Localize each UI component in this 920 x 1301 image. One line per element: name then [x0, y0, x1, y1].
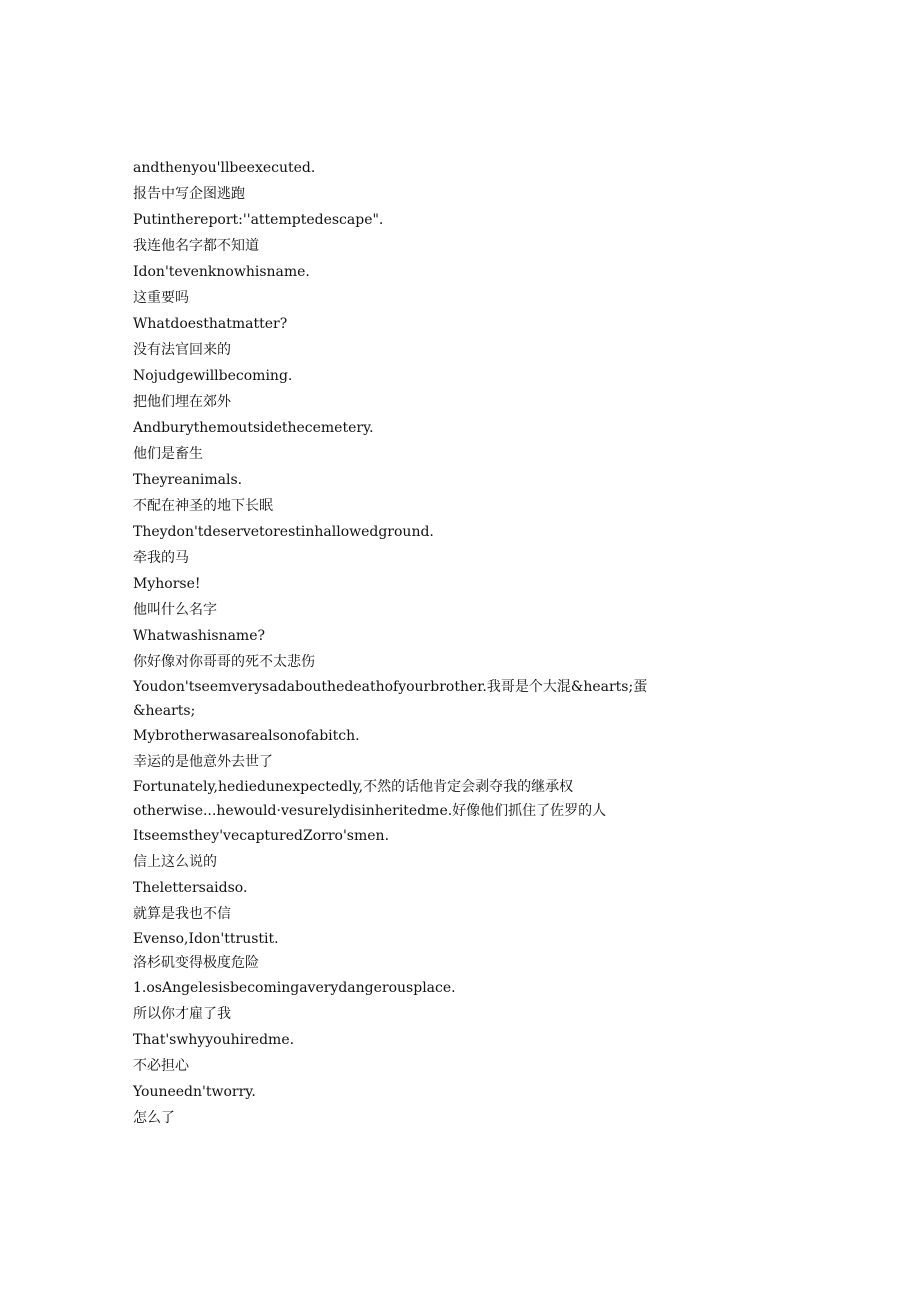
text-line: Theyreanimals.: [133, 472, 243, 488]
text-line: 他叫什么名字: [133, 602, 217, 618]
text-line: Youdon'tseemverysadabouthedeathofyourbrother.我哥是个大混&hearts;蛋: [133, 679, 648, 695]
text-line: 你好像对你哥哥的死不太悲伤: [133, 654, 315, 670]
text-line: 把他们埋在郊外: [133, 394, 231, 410]
text-line: Whatwashisname?: [133, 628, 266, 644]
text-line: Mybrotherwasarealsonofabitch.: [133, 728, 360, 744]
text-line: 没有法官回来的: [133, 342, 231, 358]
text-line: 不配在神圣的地下长眠: [133, 498, 273, 514]
text-line: otherwise...hewould·vesurelydisinheritedme.好像他们抓住了佐罗的人: [133, 803, 607, 819]
text-line: Fortunately,hediedunexpectedly,不然的话他肯定会剥夺我的继承权: [133, 779, 574, 795]
text-line: Myhorse!: [133, 576, 201, 592]
text-line: 洛杉矶变得极度危险: [133, 955, 259, 971]
text-line: 他们是畜生: [133, 446, 203, 462]
text-line: 就算是我也不信: [133, 906, 231, 922]
text-line: Idon'tevenknowhisname.: [133, 264, 310, 280]
text-line: 报告中写企图逃跑: [133, 186, 245, 202]
text-line: 我连他名字都不知道: [133, 238, 259, 254]
text-line: Youneedn'tworry.: [133, 1084, 256, 1100]
text-line: 信上这么说的: [133, 854, 217, 870]
text-line: &hearts;: [133, 703, 196, 719]
text-line: Evenso,Idon'ttrustit.: [133, 931, 279, 947]
text-line: 幸运的是他意外去世了: [133, 754, 273, 770]
text-line: 1.osAngelesisbecomingaverydangerousplace.: [133, 980, 456, 996]
text-line: Nojudgewillbecoming.: [133, 368, 293, 384]
text-line: 所以你才雇了我: [133, 1006, 231, 1022]
text-line: 怎么了: [133, 1110, 175, 1126]
text-line: Thelettersaidso.: [133, 880, 248, 896]
text-line: 牵我的马: [133, 550, 189, 566]
text-line: 不必担心: [133, 1058, 189, 1074]
text-line: 这重要吗: [133, 290, 189, 306]
text-line: andthenyou'llbeexecuted.: [133, 160, 316, 176]
text-line: Whatdoesthatmatter?: [133, 316, 288, 332]
text-line: Putinthereport:''attemptedescape".: [133, 212, 384, 228]
text-line: Itseemsthey'vecapturedZorro'smen.: [133, 828, 390, 844]
text-line: That'swhyyouhiredme.: [133, 1032, 295, 1048]
text-line: Andburythemoutsidethecemetery.: [133, 420, 374, 436]
text-line: Theydon'tdeservetorestinhallowedground.: [133, 524, 434, 540]
subtitle-text-body: [133, 155, 693, 1131]
